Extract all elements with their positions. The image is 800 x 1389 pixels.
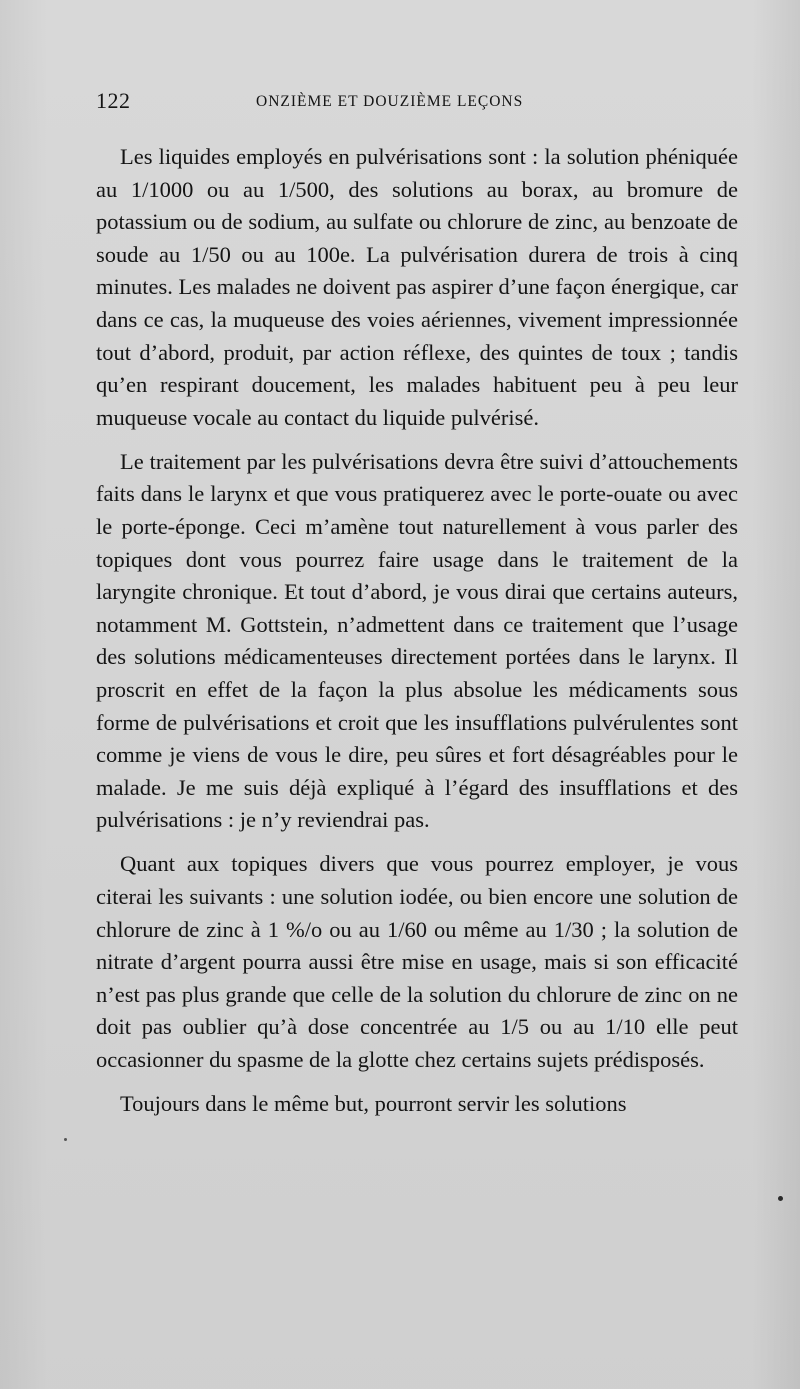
page-number: 122	[96, 88, 131, 113]
page-header	[96, 88, 738, 118]
paragraph-attouchements: Le traitement par les pulvérisations devra être suivi d’attouchements faits dans le larynx et que vous pratiquerez avec le porte-ouate ou avec le porte-éponge. Ceci m’amène tout naturellement à vous parler des topiques dont vous pourrez faire usage dans le traitement de la laryngite chronique. Et tout d’abord, je vous dirai que certains auteurs, notamment M. Gottstein, n’admettent dans ce traitement que l’usage des solutions médicamenteuses directement portées dans le larynx. Il proscrit en effet de la façon la plus absolue les médicaments sous forme de pulvérisations et croit que les insufflations pulvérulentes sont comme je viens de vous le dire, peu sûres et fort désagréables pour le malade. Je me suis déjà expliqué à l’égard des insufflations et des pulvérisations : je n’y reviendrai pas.	[96, 448, 738, 833]
paragraph-topiques: Quant aux topiques divers que vous pourrez employer, je vous citerai les suivants : une solution iodée, ou bien encore une solution de chlorure de zinc à 1 %/o ou au 1/60 ou même au 1/30 ; la solution de nitrate d’argent pourra aussi être mise en usage, mais si son efficacité n’est pas plus grande que celle de la solution du chlorure de zinc on ne doit pas oublier qu’à dose concentrée au 1/5 ou au 1/10 elle peut occasionner du spasme de la glotte chez certains sujets prédisposés.	[96, 851, 738, 1073]
paragraph-pulverisation-liquids: Les liquides employés en pulvérisations sont : la solution phéniquée au 1/1000 ou au 1/500, des solutions au borax, au bromure de potassium ou de sodium, au sulfate ou chlorure de zinc, au benzoate de soude au 1/50 ou au 100e. La pulvérisation durera de trois à cinq minutes. Les malades ne doivent pas aspirer d’une façon énergique, car dans ce cas, la muqueuse des voies aériennes, vivement impressionnée tout d’abord, produit, par action réflexe, des quintes de toux ; tandis qu’en respirant doucement, les malades habituent peu à peu leur muqueuse vocale au contact du liquide pulvérisé.	[96, 144, 738, 430]
print-speck	[778, 1196, 783, 1201]
body-text	[96, 141, 738, 1121]
print-speck	[64, 1138, 67, 1141]
running-head: ONZIÈME ET DOUZIÈME LEÇONS	[256, 93, 524, 110]
paragraph-continuation: Toujours dans le même but, pourront servir les solutions	[120, 1091, 627, 1117]
